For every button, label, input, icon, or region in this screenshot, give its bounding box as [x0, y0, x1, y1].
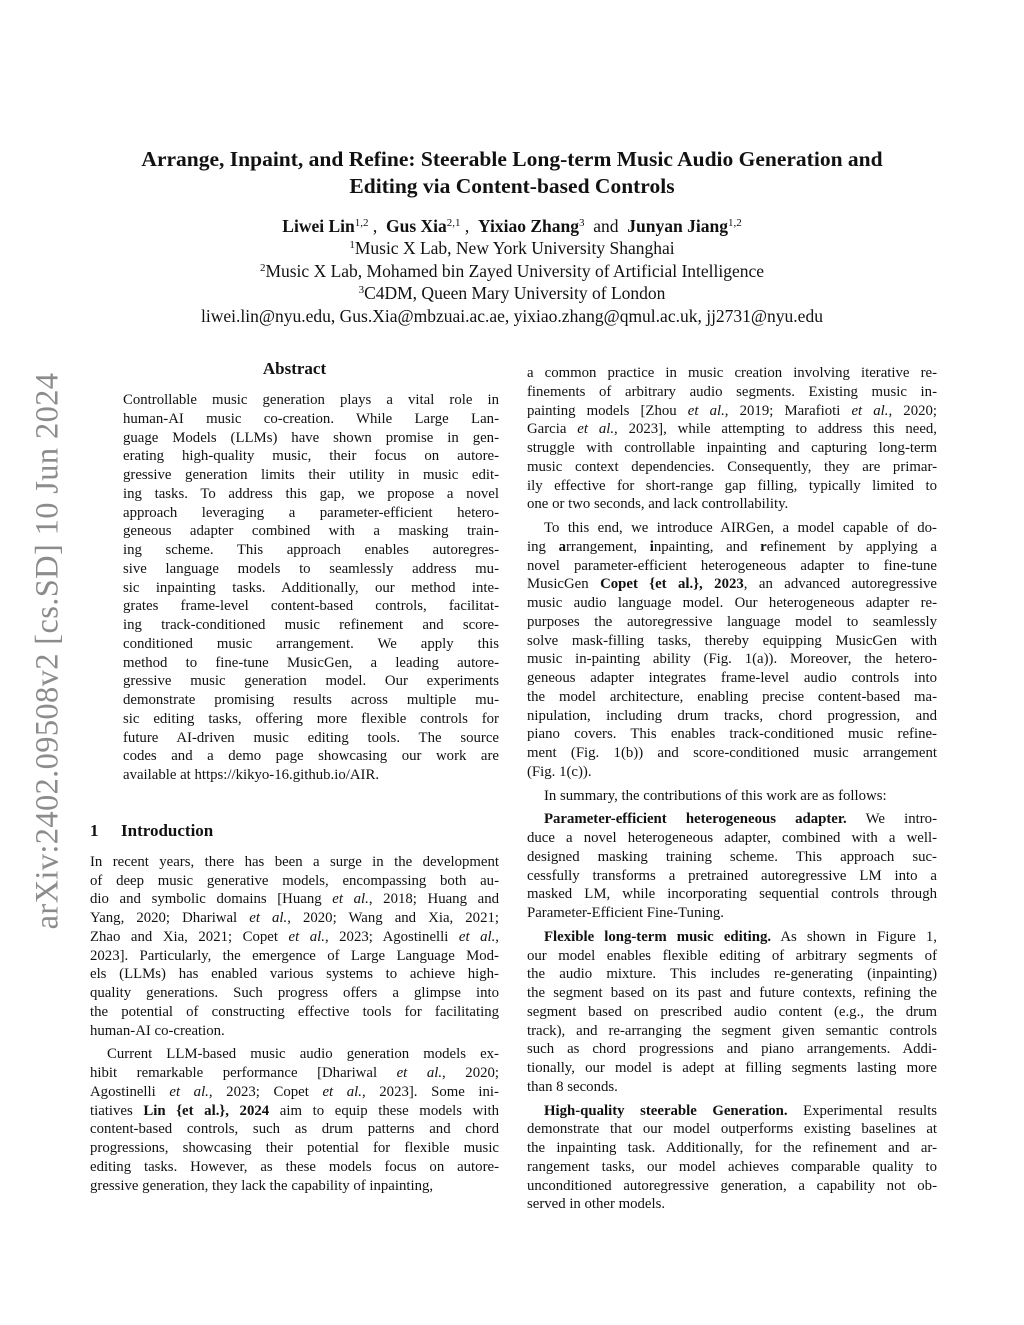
text-line: novel parameter-efficient heterogeneous adapter to fine-tune	[527, 557, 937, 574]
text-line: In recent years, there has been a surge in the development	[90, 853, 499, 870]
text-line: painting models [Zhou et al., 2019; Marafioti et al., 2020;	[527, 402, 937, 419]
text-line: hibit remarkable performance [Dhariwal et al., 2020;	[90, 1065, 499, 1081]
author-name: Junyan Jiang	[627, 216, 728, 236]
text-line: gressive generation limits their utility in music edit-	[123, 467, 499, 483]
author-conjunction: and	[593, 216, 619, 236]
intro-paragraph-2	[90, 1045, 499, 1195]
text-line: human-AI co-creation.	[90, 1022, 225, 1039]
text-line: future AI-driven music editing tools. The source	[123, 729, 499, 746]
text-line: music audio language model. Our heterogeneous adapter re-	[527, 595, 937, 611]
text-line: designed masking training scheme. This approach suc-	[527, 848, 937, 865]
text-line: geneous adapter integrates frame-level audio controls into	[527, 670, 937, 686]
text-line: approach leveraging a parameter-efficient hetero-	[123, 504, 499, 521]
text-line: method to fine-tune MusicGen, a leading autore-	[123, 654, 499, 671]
author-name: Gus Xia	[385, 216, 447, 236]
text-line: one or two seconds, and lack controllability.	[527, 496, 789, 513]
text-line: editing tasks. However, as these models focus on autore-	[90, 1158, 499, 1175]
text-line: the model architecture, enabling precise content-based ma-	[527, 688, 937, 705]
right-column	[527, 364, 937, 1219]
text-line: Garcia et al., 2023], while attempting to address this need,	[527, 421, 937, 438]
text-line: music context dependencies. Consequently, they are primar-	[527, 458, 937, 475]
text-line: ing arrangement, inpainting, and refinement by applying a	[527, 538, 937, 555]
contribution-generation	[527, 1102, 937, 1215]
intro-paragraph-1	[90, 853, 499, 1041]
text-line: MusicGen Copet {et al.}, 2023, an advanced autoregressive	[527, 576, 937, 593]
paper-title-line-1: Arrange, Inpaint, and Refine: Steerable Long-term Music Audio Generation and	[141, 147, 883, 171]
text-line: our model enables flexible editing of arbitrary segments of	[527, 947, 937, 964]
section-number: 1	[90, 820, 99, 840]
text-line: track), and re-arranging the segment given semantic controls	[527, 1022, 937, 1039]
author-affiliation-mark: 1,2	[727, 217, 742, 229]
text-line: geneous adapter combined with a masking train-	[123, 523, 499, 540]
text-line: purposes the autoregressive language model to seamlessly	[527, 613, 937, 630]
text-line: gressive music generation model. Our experiments	[123, 673, 499, 690]
section-title: Introduction	[121, 820, 214, 840]
text-line: than 8 seconds.	[527, 1078, 618, 1095]
text-line: human-AI music co-creation. While Large Lan-	[123, 410, 499, 427]
text-line: els (LLMs) has enabled various systems to achieve high-	[90, 966, 499, 983]
text-line: solve mask-filling tasks, thereby equipping MusicGen with	[527, 632, 937, 649]
left-column	[90, 358, 499, 1200]
abstract-body	[123, 391, 499, 785]
text-line: codes and a demo page showcasing our work are	[123, 748, 499, 765]
contribution-adapter	[527, 810, 937, 923]
text-line: Flexible long-term music editing. As shown in Figure 1,	[544, 928, 937, 945]
text-line: finements of arbitrary audio segments. Existing music in-	[527, 383, 937, 400]
text-line: content-based controls, such as drum patterns and chord	[90, 1121, 499, 1138]
abstract-heading: Abstract	[262, 359, 327, 378]
text-line: a common practice in music creation involving iterative re-	[527, 365, 937, 381]
text-line: the potential of constructing effective tools for facilitating	[90, 1003, 499, 1020]
text-line: sic inpainting tasks. Additionally, our method inte-	[123, 579, 499, 596]
text-line: To this end, we introduce AIRGen, a model capable of do-	[544, 520, 937, 536]
text-line: sic editing tasks, offering more flexible controls for	[123, 710, 499, 727]
text-line: 2023]. Particularly, the emergence of Large Language Mod-	[90, 947, 499, 964]
text-line: sive language models to seamlessly address mu-	[123, 560, 499, 577]
paper-title-line-2: Editing via Content-based Controls	[349, 174, 675, 198]
text-line: Zhao and Xia, 2021; Copet et al., 2023; Agostinelli et al.,	[90, 928, 499, 945]
author-affiliation-mark: 2,1	[446, 217, 461, 229]
text-line: of deep music generative models, encompassing both au-	[90, 872, 499, 889]
text-line: struggle with controllable inpainting and capturing long-term	[527, 440, 937, 456]
affiliation-mark: 2	[259, 261, 266, 274]
text-line: the segment based on its past and future contexts, refining the	[527, 985, 937, 1001]
author-list: Liwei Lin$^{1,2}$ , Gus Xia$^{2,1}$ , Yixiao Zhang$^3$ and Junyan Jiang$^{1,2}$	[282, 216, 742, 236]
text-line: rangement tasks, our model achieves comparable quality to	[527, 1158, 937, 1175]
text-line: gressive generation, they lack the capability of inpainting,	[90, 1177, 434, 1194]
affiliation	[80, 260, 944, 283]
text-line: Agostinelli et al., 2023; Copet et al., 2023]. Some ini-	[90, 1083, 499, 1100]
author-emails: liwei.lin@nyu.edu, Gus.Xia@mbzuai.ac.ae, yixiao.zhang@qmul.ac.uk, jj2731@nyu.edu	[201, 305, 823, 326]
text-line: High-quality steerable Generation. Experimental results	[544, 1102, 937, 1119]
text-line: such as chord progressions and piano arrangements. Addi-	[527, 1041, 937, 1058]
text-line: progressions, showcasing their potential for flexible music	[90, 1140, 499, 1156]
text-line: tionally, our model is adept at filling segments lasting more	[527, 1060, 937, 1076]
author-affiliation-mark: 3	[579, 217, 585, 229]
text-line: Parameter-efficient heterogeneous adapter. We intro-	[544, 811, 938, 828]
text-line: quality generations. Such progress offers a glimpse into	[90, 985, 499, 1001]
arxiv-identifier-stamp: arXiv:2402.09508v2 [cs.SD] 10 Jun 2024	[29, 372, 66, 930]
text-line: demonstrate promising results across multiple mu-	[123, 692, 499, 708]
text-line: Parameter-Efficient Fine-Tuning.	[527, 905, 724, 921]
affiliation-text: Music X Lab, Mohamed bin Zayed University of Artificial Intelligence	[265, 260, 765, 281]
text-line: unconditioned autoregressive generation, a capability not ob-	[527, 1177, 937, 1194]
author-affiliation-mark: 1,2	[354, 217, 369, 229]
text-line: ily effective for short-range gap filling, typically limited to	[527, 477, 937, 494]
affiliation-mark: 3	[358, 284, 365, 297]
text-line: ing tasks. To address this gap, we propose a novel	[123, 485, 499, 502]
text-line: grates frame-level content-based controls, facilitat-	[123, 598, 499, 615]
text-line: segment based on prescribed audio content (e.g., the drum	[527, 1003, 937, 1020]
text-line: ing track-conditioned music refinement and score-	[123, 617, 499, 633]
affiliation-text: C4DM, Queen Mary University of London	[364, 283, 666, 304]
author-name: Yixiao Zhang	[478, 216, 579, 236]
text-line: ment (Fig. 1(b)) and score-conditioned music arrangement	[527, 745, 937, 761]
affiliation	[80, 282, 944, 305]
affiliation	[80, 237, 944, 260]
text-line: piano covers. This enables track-conditioned music refine-	[527, 726, 937, 743]
text-line: In summary, the contributions of this work are as follows:	[544, 787, 887, 804]
text-line: (Fig. 1(c)).	[527, 763, 592, 780]
section-heading-introduction	[90, 820, 499, 842]
text-line: Controllable music generation plays a vital role in	[123, 392, 499, 408]
text-line: demonstrate that our model outperforms existing baselines at	[527, 1121, 937, 1138]
text-line: conditioned music arrangement. We apply this	[123, 635, 499, 652]
text-line: Current LLM-based music audio generation models ex-	[107, 1046, 499, 1063]
text-line: erating high-quality music, their focus on autore-	[123, 448, 499, 465]
intro-paragraph-4	[527, 519, 937, 782]
text-line: music in-painting ability (Fig. 1(a)). Moreover, the hetero-	[527, 651, 937, 668]
text-line: ing scheme. This approach enables autoregres-	[123, 542, 499, 558]
text-line: the inpainting task. Additionally, for the refinement and ar-	[527, 1140, 937, 1156]
contributions-lead	[527, 787, 937, 806]
affiliation-text: Music X Lab, New York University Shanghai	[354, 238, 675, 258]
text-line: tiatives Lin {et al.}, 2024 aim to equip these models with	[90, 1102, 499, 1119]
text-line: dio and symbolic domains [Huang et al., 2018; Huang and	[90, 891, 499, 908]
text-line: masked LM, while incorporating sequential controls through	[527, 886, 937, 903]
text-line: served in other models.	[527, 1196, 666, 1213]
paper-header	[80, 146, 944, 327]
text-line: nipulation, including drum tracks, chord progression, and	[527, 707, 937, 724]
author-name: Liwei Lin	[282, 216, 355, 236]
text-line: the audio mixture. This includes re-generating (inpainting)	[527, 966, 937, 983]
text-line: duce a novel heterogeneous adapter, combined with a well-	[527, 830, 937, 846]
intro-paragraph-3	[527, 364, 937, 514]
text-line: guage Models (LLMs) have shown promise in gen-	[123, 429, 499, 446]
text-line: cessfully transforms a pretrained autoregressive LM into a	[527, 867, 937, 884]
text-line: available at https://kikyo-16.github.io/AIR.	[123, 767, 380, 783]
contribution-editing	[527, 928, 937, 1097]
text-line: Yang, 2020; Dhariwal et al., 2020; Wang and Xia, 2021;	[90, 910, 499, 926]
affiliation-mark: 1	[349, 239, 355, 251]
